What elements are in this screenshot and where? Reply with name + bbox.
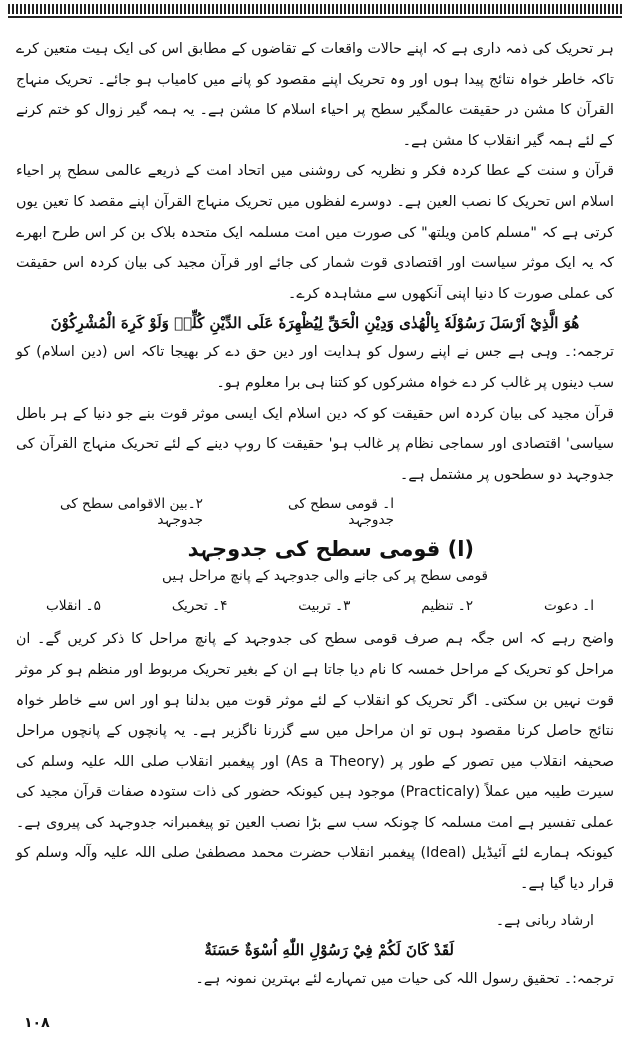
irshad-line: ارشاد ربانی ہے۔: [495, 912, 594, 929]
stage-item: ۵۔ انقلاب: [46, 598, 101, 615]
paragraph-mission: ہر تحریک کی ذمہ داری ہے کہ اپنے حالات واقعات کے تقاضوں کے مطابق اس کی ایک ہیت متعین کرے تاکہ خاطر خواہ نتائج پیدا ہوں اور وہ تحریک اپنے مقصود کو پانے میں کامیاب ہو جائے۔ تحریک منہاج القرآن کا مشن در حقیقت عالمگیر سطح پر احیاء اسلام کا مشن ہے۔ یہ ہمہ گیر زوال کو ختم کرنے کے لئے ہمہ گیر انقلاب کا مشن ہے۔: [16, 41, 614, 149]
quranic-verse: هُوَ الَّذِيْ اَرْسَلَ رَسُوْلَهٗ بِالْهُدٰى وَدِيْنِ الْحَقِّ لِيُظْهِرَهٗ عَلَى الدِّيْنِ كُلِّهٖ وَلَوْ كَرِهَ الْمُشْرِكُوْنَ: [50, 314, 580, 333]
stage-item: ۲۔ تنظیم: [421, 598, 474, 615]
verse-translation: ترجمہ:۔ وہی ہے جس نے اپنے رسول کو ہدایت اور دین حق دے کر بھیجا تاکہ اس (دین اسلام) کو سب دینوں پر غالب کر دے خواہ مشرکوں کو کتنا ہی برا معلوم ہو۔: [16, 344, 614, 391]
page-content: [16, 34, 614, 995]
section-heading: (ا) قومی سطح کی جدوجہد: [187, 537, 474, 562]
border-line: [8, 16, 622, 18]
paragraph-stages: واضح رہے کہ اس جگہ ہم صرف قومی سطح کی جدوجہد کے پانچ مراحل کا ذکر کریں گے۔ ان مراحل کو تحریک کے مراحل خمسہ کا نام دیا جاتا ہے ان کے بغیر تحریک مربوط اور منظم ہو کر موثر قوت نہیں بن سکتی۔ اگر تحریک کو انقلاب کے لئے موثر قوت میں بدلنا ہو اور اس سے خاطر خواہ نتائج حاصل کرنا مقصود ہوں تو ان مراحل میں سے گزرنا ناگزیر ہے۔ یہ پانچوں کے پانچوں مراحل صحیفہ انقلاب میں تصور کے طور پر (As a Theory) اور پیغمبر انقلاب صلی اللہ علیہ وسلم کی سیرت طیبہ میں عملاً (Practicaly) موجود ہیں کیونکہ حضور کی ذات ستودہ صفات قرآن مجید کی عملی تفسیر ہے امت مسلمہ کا چونکہ سب سے بڑا نصب العین تو پیغمبرانہ جدوجہد کی پیروی ہے۔ کیونکہ ہمارے لئے آئیڈیل (Ideal) پیغمبر انقلاب حضرت محمد مصطفیٰ صلی اللہ علیہ وآلہ وسلم کو قرار دیا گیا ہے۔: [16, 631, 614, 893]
quranic-verse-2: لَقَدْ كَانَ لَكُمْ فِيْ رَسُوْلِ اللّٰهِ اُسْوَةٌ حَسَنَةٌ: [204, 941, 454, 960]
stage-item: ۴۔ تحریک: [171, 598, 228, 615]
paragraph-two-levels: قرآن مجید کی بیان کردہ اس حقیقت کو کہ دین اسلام ایک ایسی موثر قوت بنے جو دنیا کے ہر باطل سیاسی' اقتصادی اور سماجی نظام پر غالب ہو' حقیقت کا روپ دینے کے لئے تحریک منہاج القرآن کی جدوجہد دو سطحوں پر مشتمل ہے۔: [16, 405, 614, 483]
levels-list: [16, 496, 614, 528]
page-number: ۱۰۸: [24, 1015, 50, 1031]
decorative-border: [8, 4, 622, 14]
paragraph-goal: قرآن و سنت کے عطا کردہ فکر و نظریہ کی روشنی میں اتحاد امت کے ذریعے عالمی سطح پر احیاء اسلام اس تحریک کا نصب العین ہے۔ دوسرے لفظوں میں تحریک منہاج القرآن اپنے مقصد کا تعین یوں کرتی ہے کہ "مسلم کامن ویلتھ" کی صورت میں امت مسلمہ ایک متحدہ بلاک بن کر اس طرح ابھرے کہ یہ ایک موثر سیاست اور اقتصادی قوت شمار کی جائے اور قرآن مجید کی بیان کردہ اس حقیقت کی عملی صورت کا دنیا اپنی آنکھوں سے مشاہدہ کرے۔: [16, 163, 614, 302]
section-intro: قومی سطح پر کی جانے والی جدوجہد کے پانچ مراحل ہیں: [161, 568, 489, 585]
level-item: ۲۔بین الاقوامی سطح کی جدوجہد: [59, 496, 203, 529]
stage-item: ۳۔ تربیت: [298, 598, 351, 615]
stage-item: ا۔ دعوت: [543, 598, 594, 615]
level-item: ا۔ قومی سطح کی جدوجہد: [288, 496, 394, 529]
stages-list: [16, 598, 614, 614]
verse-translation-2: ترجمہ:۔ تحقیق رسول اللہ کی حیات میں تمہارے لئے بہترین نمونہ ہے۔: [195, 971, 614, 988]
